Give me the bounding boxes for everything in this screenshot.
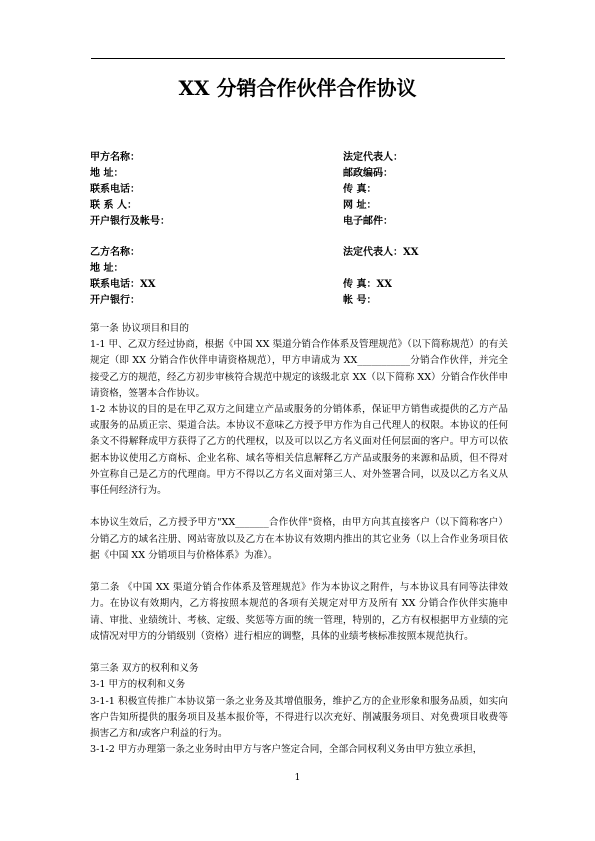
page-number: 1 <box>294 773 301 783</box>
party_b-field-label: 地 址： <box>90 263 124 274</box>
agreement-body <box>90 321 508 758</box>
party_a-field-label: 联系电话： <box>90 184 140 195</box>
party_a-field-label: 开户银行及帐号： <box>90 216 170 227</box>
header-rule <box>91 58 505 59</box>
party_a-field-label: 电子邮件： <box>343 216 393 227</box>
paragraph: 3-1-1 积极宣传推广本协议第一条之业务及其增值服务，维护乙方的企业形象和服务品质，如实向客户告知所提供的服务项目及基本报价等，不得进行以次充好、削减服务项目、对免费项目收费等损害乙方和/或客户利益的行为。 <box>90 695 508 740</box>
party_a-row <box>90 150 510 166</box>
paragraph-spacer <box>90 564 508 580</box>
party_b-field-label: 联系电话：XX <box>90 279 156 290</box>
party_a-field-label: 法定代表人： <box>343 152 403 163</box>
party_b-row <box>90 277 510 293</box>
party_b-row <box>90 245 510 261</box>
party_a-field-label: 网 址： <box>343 200 377 211</box>
paragraph: 第三条 双方的权利和义务 <box>90 663 199 675</box>
party_b-field-label: 传 真：XX <box>343 279 392 290</box>
party_a-row <box>90 198 510 214</box>
party_a-field-label: 地 址： <box>90 168 124 179</box>
paragraph-spacer <box>90 499 508 515</box>
party_b-row <box>90 261 510 277</box>
paragraph-spacer <box>90 645 508 661</box>
party_a-field-label: 联 系 人： <box>90 200 137 211</box>
document-title: XX 分销合作伙伴合作协议 <box>178 76 417 100</box>
party-b-info <box>90 245 510 309</box>
party_b-row <box>90 293 510 309</box>
party_a-row <box>90 166 510 182</box>
paragraph: 3-1-2 甲方办理第一条之业务时由甲方与客户签定合同，全部合同权利义务由甲方独立承担， <box>90 744 483 756</box>
paragraph: 1-1 甲、乙双方经过协商，根据《中国 XX 渠道分销合作体系及管理规范》（以下简称规范）的有关规定（即 XX 分销合作伙伴申请资格规范），甲方申请成为 XX___________分销合作伙伴，并完全接受乙方的规范，经乙方初步审核符合规范中规定的该级北京 XX（以下简称 XX）分销合作伙伴申请资格，签署本合作协议。 <box>90 339 508 399</box>
party_a-field-label: 邮政编码： <box>343 168 393 179</box>
party_b-field-label: 开户银行： <box>90 295 140 306</box>
party-a-info <box>90 150 510 230</box>
paragraph: 1-2 本协议的目的是在甲乙双方之间建立产品或服务的分销体系，保证甲方销售或提供的乙方产品或服务的品质正宗、渠道合法。本协议不意味乙方授予甲方作为自己代理人的权限。本协议的任何条文不得解释成甲方获得了乙方的代理权，以及可以以乙方名义面对任何层面的客户。甲方可以依据本协议使用乙方商标、企业名称、域名等相关信息解释乙方产品或服务的来源和品质，但不得对外宣称自己是乙方的代理商。甲方不得以乙方名义面对第三人、对外签署合同，以及以乙方名义从事任何经济行为。 <box>90 404 508 497</box>
party_b-field-label: 乙方名称： <box>90 247 140 258</box>
paragraph: 第二条 《中国 XX 渠道分销合作体系及管理规范》作为本协议之附件，与本协议具有同等法律效力。在协议有效期内，乙方将按照本规范的各项有关规定对甲方及所有 XX 分销合作伙伴实施申请、审批、业绩统计、考核、定级、奖惩等方面的统一管理，特别的，乙方有权根据甲方业绩的完成情况对甲方的分销级别（资格）进行相应的调整，具体的业绩考核标准按照本规范执行。 <box>90 582 508 642</box>
paragraph: 3-1 甲方的权利和义务 <box>90 679 186 691</box>
party_b-field-label: 法定代表人：XX <box>343 247 419 258</box>
paragraph: 第一条 协议项目和目的 <box>90 323 189 334</box>
party_a-row <box>90 182 510 198</box>
paragraph: 本协议生效后，乙方授予甲方"XX_______合作伙伴"资格，由甲方向其直接客户（以下简称客户）分销乙方的域名注册、网站寄放以及乙方在本协议有效期内推出的其它业务（以上合作业务项目依据《中国 XX 分销项目与价格体系》为准）。 <box>90 517 508 561</box>
party_b-field-label: 帐 号： <box>343 295 377 306</box>
party_a-field-label: 传 真： <box>343 184 377 195</box>
party_a-field-label: 甲方名称： <box>90 152 140 163</box>
party_a-row <box>90 214 510 230</box>
